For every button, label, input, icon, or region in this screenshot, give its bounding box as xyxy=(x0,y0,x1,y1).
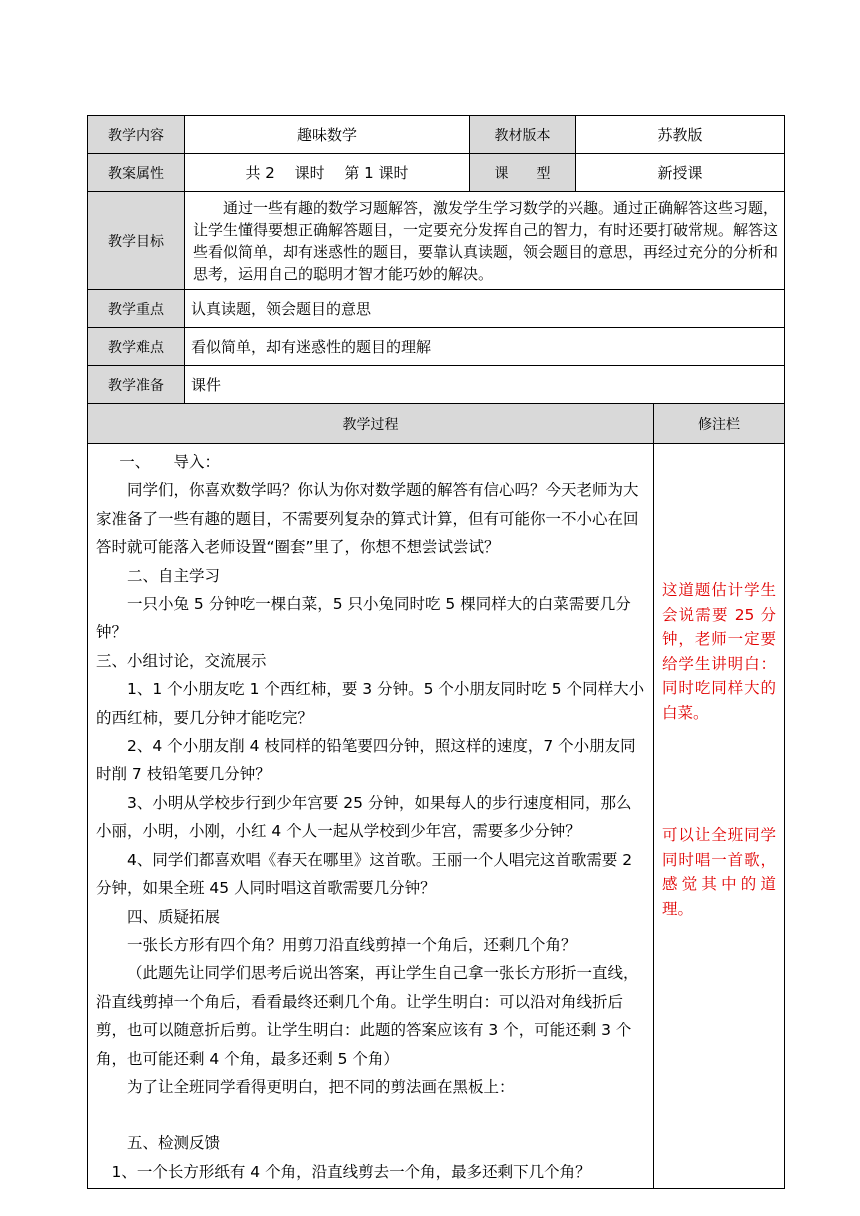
intro-paragraph: 同学们，你喜欢数学吗？你认为你对数学题的解答有信心吗？今天老师为大家准备了一些有趣的题目，不需要列复杂的算式计算，但有可能你一不小心在回答时就可能落入老师设置“圈套”里了，你想不想尝试尝试？ xyxy=(96,481,639,557)
blank-space xyxy=(96,1101,645,1129)
edition-label: 教材版本 xyxy=(470,116,576,154)
difficulty-text: 看似简单，却有迷惑性的题目的理解 xyxy=(185,328,785,366)
extension-question: 一张长方形有四个角？用剪刀沿直线剪掉一个角后，还剩几个角？ xyxy=(127,935,577,954)
key-text: 认真读题，领会题目的意思 xyxy=(185,290,785,328)
lesson-plan-sheet xyxy=(87,115,784,1189)
attr-label: 教案属性 xyxy=(88,154,185,192)
note-2: 可以让全班同学同时唱一首歌，感觉其中的道理。 xyxy=(662,826,776,918)
key-label: 教学重点 xyxy=(88,290,185,328)
section-self-study-heading: 二、自主学习 xyxy=(127,566,221,585)
difficulty-label: 教学难点 xyxy=(88,328,185,366)
self-study-question: 一只小兔 5 分钟吃一棵白菜，5 只小兔同时吃 5 棵同样大的白菜需要几分钟？ xyxy=(96,595,631,642)
notes-title: 修注栏 xyxy=(654,404,785,444)
note-1: 这道题估计学生会说需要 25 分钟，老师一定要给学生讲明白：同时吃同样大的白菜。 xyxy=(662,581,776,722)
discussion-question-1: 1、1 个小朋友吃 1 个西红柿，要 3 分钟。5 个小朋友同时吃 5 个同样大小的西红柿，要几分钟才能吃完？ xyxy=(96,680,645,727)
section-feedback-heading: 五、检测反馈 xyxy=(127,1134,221,1153)
feedback-question-1: 1、一个长方形纸有 4 个角，沿直线剪去一个角，最多还剩下几个角？ xyxy=(111,1162,591,1181)
edition-value: 苏教版 xyxy=(576,116,785,154)
section-intro-heading: 一、 导入： xyxy=(119,453,221,471)
process-body xyxy=(88,444,654,1189)
type-value: 新授课 xyxy=(576,154,785,192)
section-group-discussion-heading: 三、小组讨论，交流展示 xyxy=(96,651,267,670)
prep-label: 教学准备 xyxy=(88,366,185,404)
discussion-question-4: 4、同学们都喜欢唱《春天在哪里》这首歌。王丽一个人唱完这首歌需要 2 分钟，如果全班 45 人同时唱这首歌需要几分钟？ xyxy=(96,850,633,898)
blackboard-note: 为了让全班同学看得更明白，把不同的剪法画在黑板上： xyxy=(127,1077,515,1096)
process-table xyxy=(87,403,785,1189)
type-label: 课 型 xyxy=(470,154,576,192)
goal-label: 教学目标 xyxy=(88,192,185,290)
prep-text: 课件 xyxy=(185,366,785,404)
discussion-question-3: 3、小明从学校步行到少年宫要 25 分钟，如果每人的步行速度相同，那么小丽，小明，小刚，小红 4 个人一起从学校到少年宫，需要多少分钟？ xyxy=(96,793,632,841)
content-label: 教学内容 xyxy=(88,116,185,154)
lesson-info-table xyxy=(87,115,785,404)
notes-column xyxy=(654,444,785,1189)
discussion-question-2: 2、4 个小朋友削 4 枝同样的铅笔要四分钟，照这样的速度，7 个小朋友同时削 7 枝铅笔要几分钟？ xyxy=(96,737,636,784)
section-extension-heading: 四、质疑拓展 xyxy=(127,907,221,926)
content-value: 趣味数学 xyxy=(185,116,470,154)
attr-value: 共 2 课时 第 1 课时 xyxy=(185,154,470,192)
goal-text: 通过一些有趣的数学习题解答，激发学生学习数学的兴趣。通过正确解答这些习题，让学生懂得要想正确解答题目，一定要充分发挥自己的智力，有时还要打破常规。解答这些看似简单，却有迷惑性的题目，要靠认真读题，领会题目的意思，再经过充分的分析和思考，运用自己的聪明才智才能巧妙的解决。 xyxy=(185,192,785,290)
process-title: 教学过程 xyxy=(88,404,654,444)
extension-explanation: （此题先让同学们思考后说出答案，再让学生自己拿一张长方形折一直线，沿直线剪掉一个角后，看看最终还剩几个角。让学生明白：可以沿对角线折后剪，也可以随意折后剪。让学生明白：此题的答案应该有 3 个，可能还剩 3 个角，也可能还剩 4 个角，最多还剩 5 个角） xyxy=(96,964,639,1068)
